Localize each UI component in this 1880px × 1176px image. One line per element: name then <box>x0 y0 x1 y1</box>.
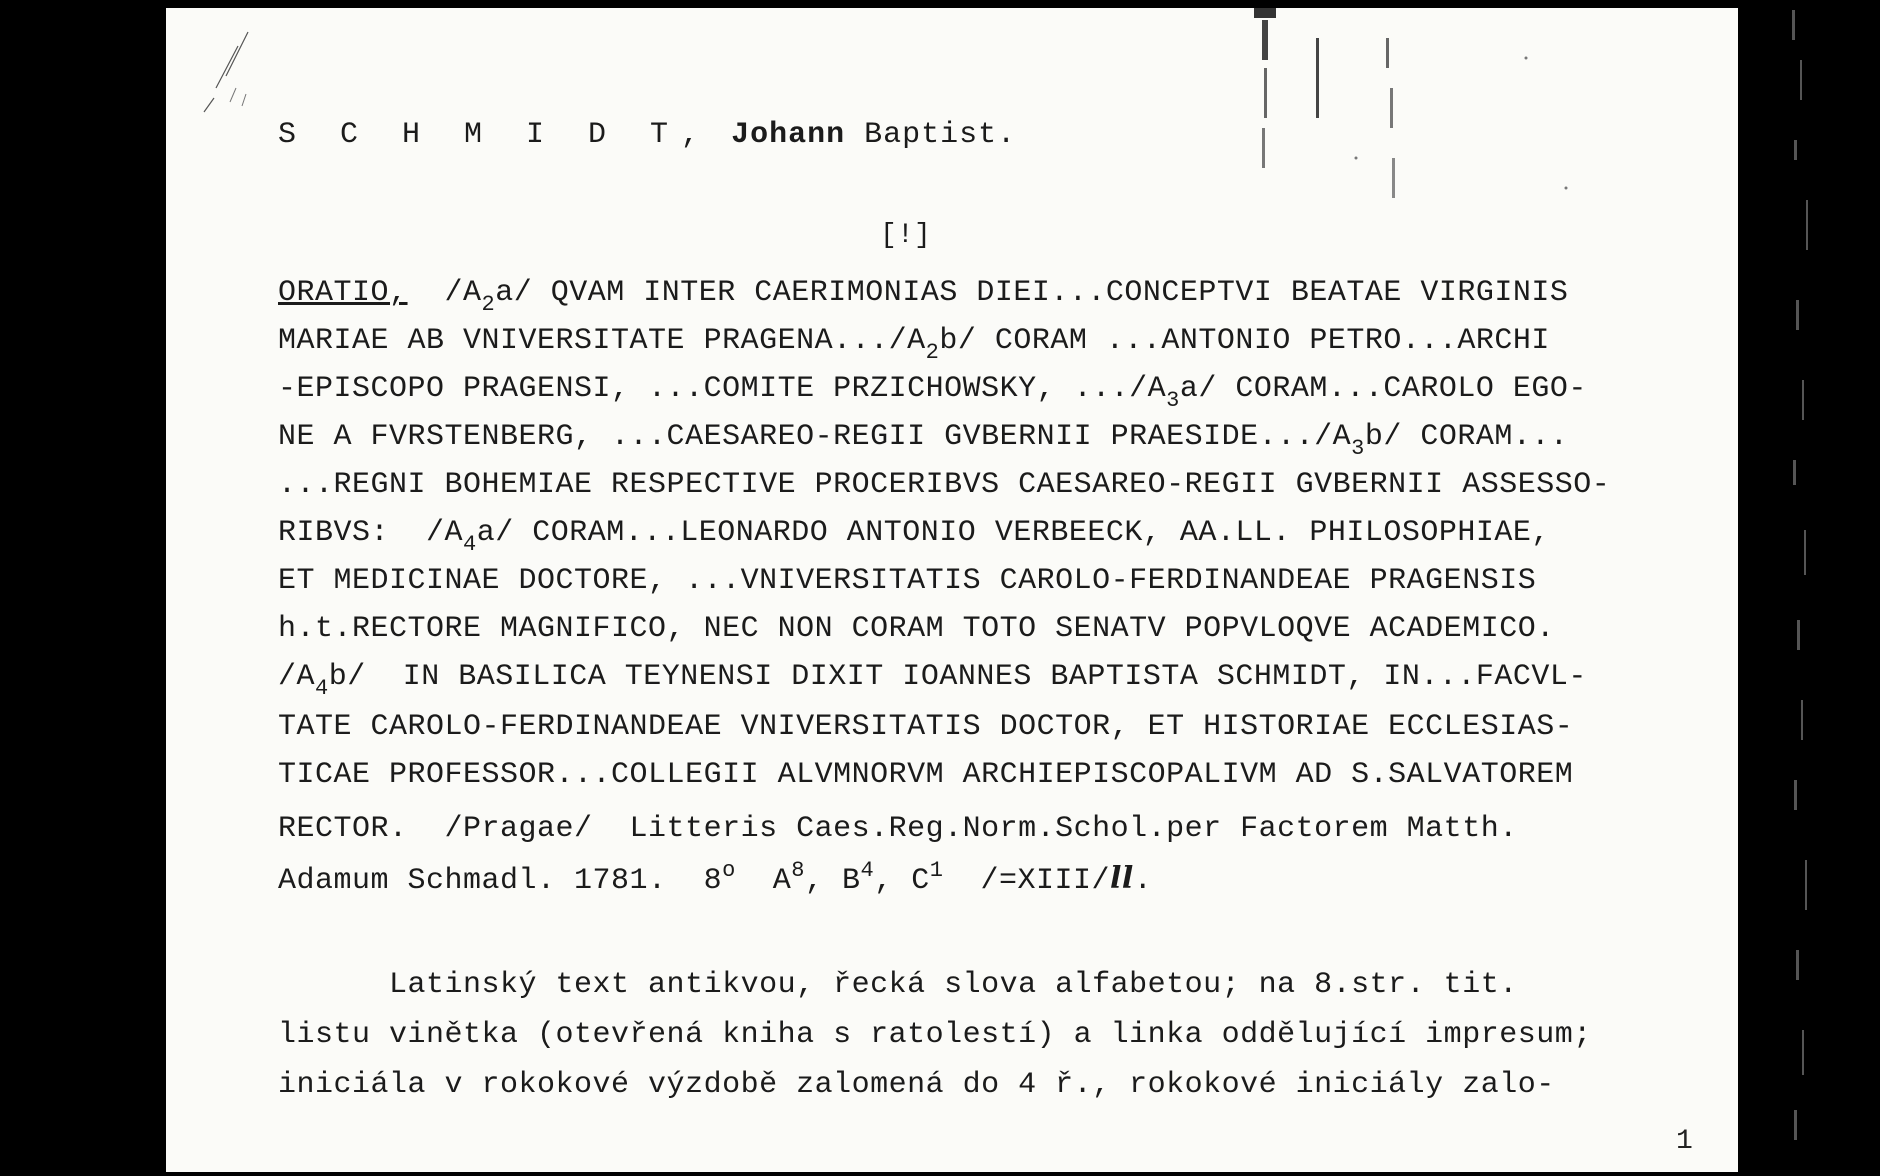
entry-line <box>278 614 1555 644</box>
author-second-name: Baptist. <box>864 118 1017 152</box>
author-first-name: Johann <box>731 118 846 152</box>
entry-text: h.t.RECTORE MAGNIFICO, NEC NON CORAM TOTO SENATV POPVLOQVE ACADEMICO. <box>278 612 1555 646</box>
entry-line <box>278 660 1587 701</box>
imprint-text-e: /=XIII/ <box>943 864 1110 898</box>
signature-subscript: 4 <box>315 676 329 701</box>
entry-text: a/ CORAM...LEONARDO ANTONIO VERBEECK, AA.LL. PHILOSOPHIAE, <box>476 516 1550 550</box>
note-line: iniciála v rokokové výzdobě zalomená do 4 ř., rokokové iniciály zalo- <box>278 1068 1555 1102</box>
scan-specks <box>1226 8 1586 228</box>
handwritten-ll: ll <box>1109 861 1134 896</box>
collation-c: 1 <box>929 858 944 883</box>
entry-text: /A <box>407 276 482 310</box>
entry-line <box>278 760 1573 790</box>
imprint-text-b: A <box>735 864 792 898</box>
entry-line <box>278 372 1587 413</box>
entry-text: RIBVS: /A <box>278 516 464 550</box>
entry-text: RECTOR. /Pragae/ Litteris Caes.Reg.Norm.Schol.per Factorem Matth. <box>278 812 1518 846</box>
entry-text: /A <box>278 660 316 694</box>
page-number: 1 <box>1676 1126 1694 1157</box>
imprint-text-c: , B <box>805 864 861 898</box>
entry-text: MARIAE AB VNIVERSITATE PRAGENA.../A <box>278 324 926 358</box>
entry-text: NE A FVRSTENBERG, ...CAESAREO-REGII GVBERNII PRAESIDE.../A <box>278 420 1352 454</box>
imprint-text-a: Adamum Schmadl. 1781. 8 <box>278 864 723 898</box>
entry-text: b/ CORAM ...ANTONIO PETRO...ARCHI <box>939 324 1550 358</box>
entry-text: a/ CORAM...CAROLO EGO- <box>1179 372 1587 406</box>
entry-text: ...REGNI BOHEMIAE RESPECTIVE PROCERIBVS CAESAREO-REGII GVBERNII ASSESSO- <box>278 468 1611 502</box>
note-line: Latinský text antikvou, řecká slova alfabetou; na 8.str. tit. <box>278 968 1518 1002</box>
imprint-text-d: , C <box>874 864 930 898</box>
entry-line <box>278 712 1573 742</box>
entry-text: a/ QVAM INTER CAERIMONIAS DIEI...CONCEPTVI BEATAE VIRGINIS <box>495 276 1569 310</box>
entry-line <box>278 470 1610 500</box>
signature-subscript: 2 <box>925 340 940 365</box>
entry-text: b/ IN BASILICA TEYNENSI DIXIT IOANNES BAPTISTA SCHMIDT, IN...FACVL- <box>328 660 1587 694</box>
signature-subscript: 3 <box>1351 436 1365 461</box>
entry-text: b/ CORAM... <box>1364 420 1569 454</box>
author-surname: S C H M I D T, <box>278 118 713 152</box>
entry-text: -EPISCOPO PRAGENSI, ...COMITE PRZICHOWSKY, .../A <box>278 372 1167 406</box>
entry-text: ET MEDICINAE DOCTORE, ...VNIVERSITATIS CAROLO-FERDINANDEAE PRAGENSIS <box>278 564 1537 598</box>
signature-subscript: 2 <box>481 292 496 317</box>
format-degree: o <box>722 858 736 883</box>
imprint-line <box>278 858 1153 898</box>
scan-edge-strip <box>1788 0 1828 1176</box>
signature-subscript: 4 <box>463 532 477 557</box>
collation-b: 4 <box>860 858 875 883</box>
entry-line <box>278 814 1518 844</box>
author-heading <box>278 120 1016 150</box>
entry-line <box>278 420 1569 461</box>
catalog-card <box>166 8 1738 1172</box>
pencil-scribble-mark <box>196 28 256 118</box>
entry-text: TATE CAROLO-FERDINANDEAE VNIVERSITATIS DOCTOR, ET HISTORIAE ECCLESIAS- <box>278 710 1574 744</box>
entry-text: TICAE PROFESSOR...COLLEGII ALVMNORVM ARCHIEPISCOPALIVM AD S.SALVATOREM <box>278 758 1574 792</box>
imprint-text-f: . <box>1133 864 1153 898</box>
entry-line <box>278 566 1536 596</box>
attention-mark: [!] <box>880 220 932 251</box>
entry-line <box>278 276 1569 317</box>
entry-line <box>278 324 1550 365</box>
note-line: listu vinětka (otevřená kniha s ratolestí) a linka oddělující impresum; <box>278 1018 1592 1052</box>
signature-subscript: 3 <box>1166 388 1180 413</box>
collation-a: 8 <box>791 858 805 883</box>
entry-line <box>278 516 1550 557</box>
title-keyword: ORATIO, <box>278 276 408 310</box>
